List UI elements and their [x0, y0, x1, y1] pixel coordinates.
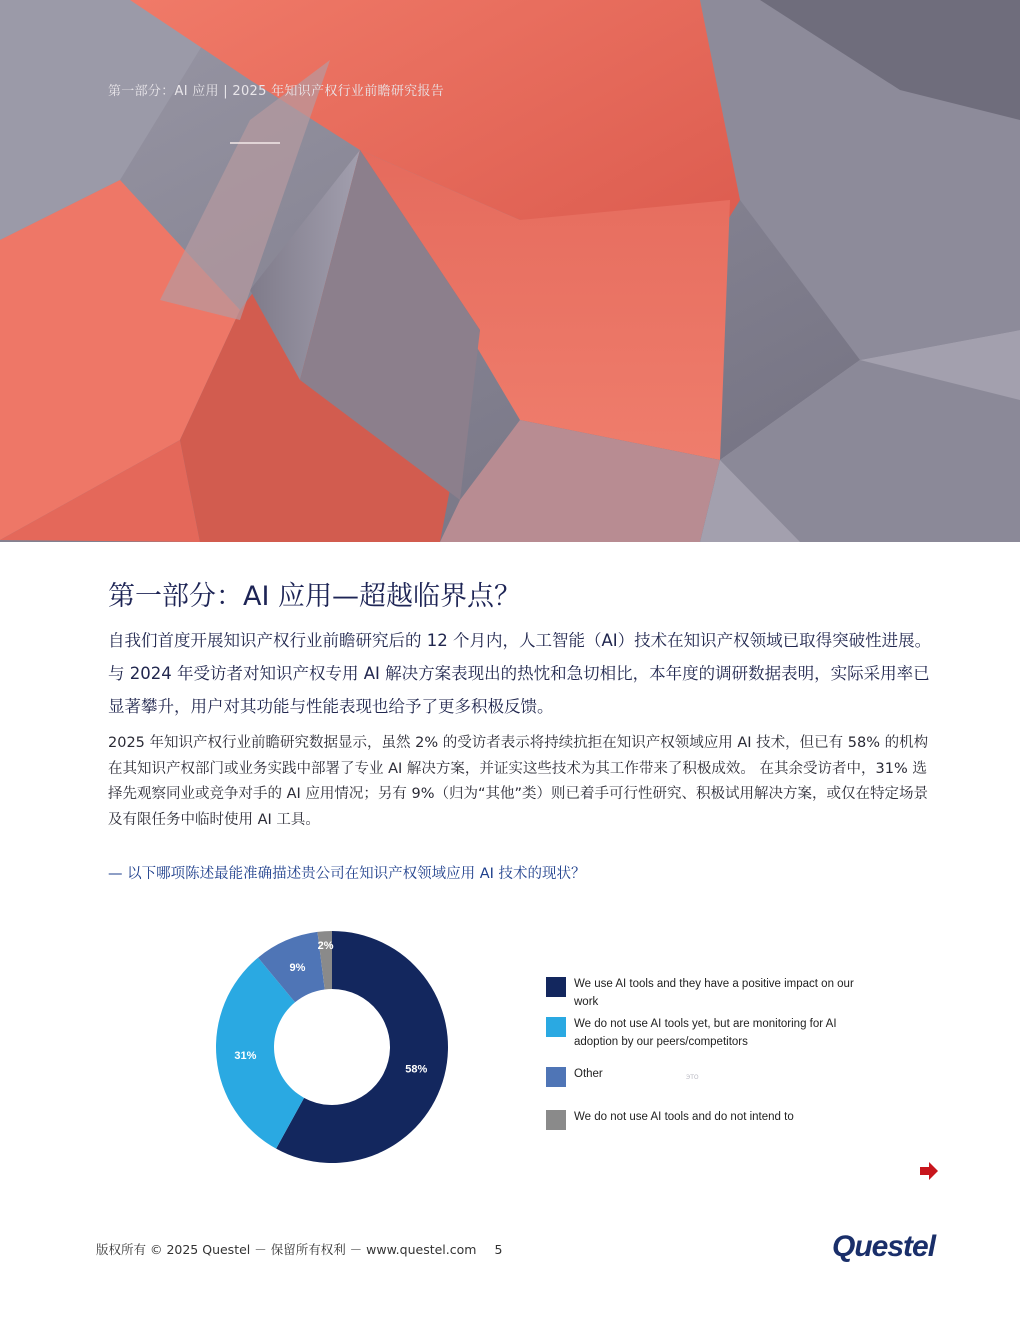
survey-question: — 以下哪项陈述最能准确描述贵公司在知识产权领域应用 AI 技术的现状？ [108, 866, 586, 882]
next-page-arrow-icon[interactable] [920, 1161, 938, 1181]
section-title: 第一部分：AI 应用—超越临界点？ [108, 581, 522, 612]
lead-paragraph: 自我们首度开展知识产权行业前瞻研究后的 12 个月内，人工智能（AI）技术在知识产权领域已取得突破性进展。与 2024 年受访者对知识产权专用 AI 解决方案表现出的热忱和急切相比，本年度的调研数据表明，实际采用率已显著攀升，用户对其功能与性能表现也给予了更多积极反馈。 [108, 631, 932, 716]
questel-logo: Questel [832, 1230, 936, 1263]
running-header: 第一部分：AI 应用 | 2025 年知识产权行业前瞻研究报告 [108, 84, 445, 99]
legend-swatch [546, 1017, 566, 1037]
page-number: 5 [494, 1242, 503, 1257]
donut-label-3: 9% [289, 962, 306, 975]
legend-watermark-mark: ЭТО [686, 1074, 699, 1081]
legend-swatch [546, 1067, 566, 1087]
copyright-text: 版权所有 © 2025 Questel － 保留所有权利 － www.questel.com [96, 1242, 477, 1257]
footer [96, 1240, 502, 1258]
legend-swatch [546, 977, 566, 997]
legend-label: Other [574, 1068, 603, 1080]
legend-label: We do not use AI tools and do not intend to [574, 1111, 794, 1123]
legend-swatch [546, 1110, 566, 1130]
legend-label: We use AI tools and they have a positive impact on our work [574, 978, 854, 1008]
donut-label-1: 58% [405, 1063, 428, 1076]
donut-label-4: 2% [317, 940, 334, 953]
donut-label-2: 31% [234, 1050, 257, 1063]
body-paragraph: 2025 年知识产权行业前瞻研究数据显示，虽然 2% 的受访者表示将持续抗拒在知识产权领域应用 AI 技术，但已有 58% 的机构在其知识产权部门或业务实践中部署了专业 AI 解决方案，并证实这些技术为其工作带来了积极成效。 在其余受访者中，31% 选择先观察同业或竞争对手的 AI 应用情况；另有 9%（归为“其他”类）则已着手可行性研究、积极试用解决方案，或仅在特定场景及有限任务中临时使用 AI 工具。 [108, 735, 929, 828]
legend-label: We do not use AI tools yet, but are monitoring for AI adoption by our peers/competitors [574, 1018, 837, 1048]
donut-chart [200, 920, 460, 1180]
